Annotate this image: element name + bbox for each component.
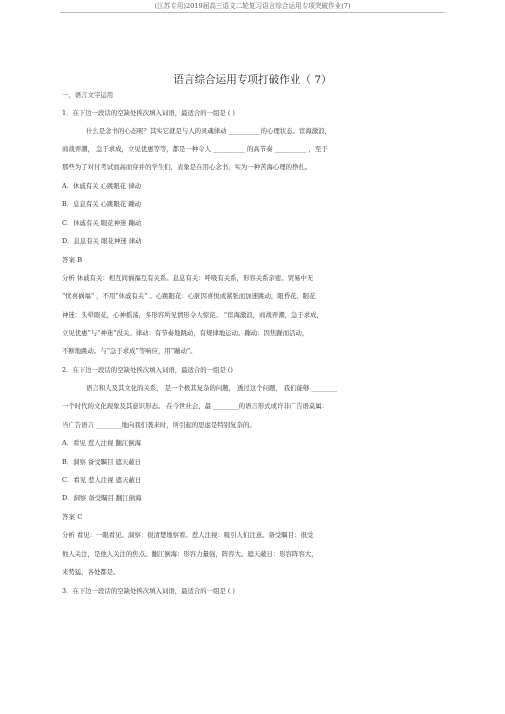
text-line-q2-an1: 分析 看见：一眼看见。洞察：很清楚地察看。惹人注视：吸引人们注意。备受瞩目：很受 <box>62 531 314 539</box>
text-line-q2-c: C．看见 惹人注视 遮天蔽日 <box>62 476 142 484</box>
text-line-q2-an3: 来势猛，各处都是。 <box>62 568 120 576</box>
text-line-q2-d: D．洞察 备受瞩目 翻江倒海 <box>62 494 142 502</box>
text-line-q2-p1: 语言和人及其文化的关系， 是一个极其复杂的问题， 透过这个问题， 我们能够 ________ <box>86 384 337 392</box>
text-line-q2-a: A．看见 惹人注视 翻江倒海 <box>62 439 141 447</box>
text-line-q1-p3: 那些为了对付考试而高而穿并的学生们，表象是在用心念书，实为一种苦海心理的挣扎。 <box>62 163 312 171</box>
text-line-q1-an2: “忧喜祸福” ，不用“休戚有关” 。心跳眼花：心脏因喜悦或紧张而加速跳动，眼昏花。眼花 <box>62 292 316 300</box>
text-line-q1-answer: 答案 B <box>62 256 83 264</box>
text-line-q1-a: A．休戚有关 心跳眼花 律动 <box>62 182 141 190</box>
text-line-q3-stem: 3．在下边一段话的空缺处挨次填入词语，最适合的一组是 ( ) <box>62 587 235 595</box>
text-line-q1-an3: 神迷：头晕眼花，心神摇荡，多形容所见情形令人惊诧。 “宦海激浪，商战弄潮，急于求成， <box>62 311 323 319</box>
text-line-q1-an5: 不断地跳动。与“急于求成”等响应，用“蹦动”。 <box>62 347 197 355</box>
text-line-q1-p1: 什么是念书的心态呢？其实它就是与人的灵魂律动 __________的心理状态。宦海激浪， <box>86 127 331 135</box>
text-line-q1-an1: 分析 休戚有关：相互间祸福互有关系。息息有关：呼吸有关系，形容关系亲密。贸易中无 <box>62 274 314 282</box>
text-line-q2-p2: 一个时代的文化现象及其意识形态。 在今世社会，最 ________的语言形式或许非广告语莫属： <box>62 402 329 410</box>
text-line-q1-c: C．休戚有关 眼花神迷 蹦动 <box>62 219 142 227</box>
header-divider <box>60 12 445 13</box>
text-line-q2-an2: 他人关注，是他人关注的焦点。翻江倒海：形容力量强，阵容大。遮天蔽日：形容阵容大， <box>62 550 318 558</box>
running-header: (江苏专用)2019届高三语文二轮复习语言综合运用专项突破作业(7) <box>154 2 351 10</box>
text-line-q1-b: B．息息有关 心跳眼花 蹦动 <box>62 200 142 208</box>
text-line-q2-answer: 答案 C <box>62 513 83 521</box>
text-line-q2-b: B．洞察 备受瞩目 遮天蔽日 <box>62 458 142 466</box>
text-line-q2-stem: 2．在下边一段话的空缺处挨次填入词语，最适合的一组是 () <box>62 366 233 374</box>
text-line-q1-d: D．息息有关 眼花神迷 律动 <box>62 237 142 245</box>
text-line-q1-an4: 立见优惠”与“神迷”没关。律动：有节奏地跳动，有规律地运动。蹦动：因焦躁而活动， <box>62 329 309 337</box>
text-line-q1-stem: 1．在下边一段话的空缺处挨次填入词语，最适合的一组是 ( ) <box>62 109 235 117</box>
text-line-section: 一、语言文字运用 <box>62 91 114 99</box>
text-line-q2-p3: 当广告语言 ________地向我们袭来时，所引起的思虑是特别复杂的。 <box>62 421 256 429</box>
page-title: 语言综合运用专项打破作业（ 7） <box>173 74 332 86</box>
text-line-q1-p2: 商战弄潮， 急于求成，立见优惠等等，都是一种令人 __________ 的高节奏 __________ ，至于 <box>62 145 328 153</box>
